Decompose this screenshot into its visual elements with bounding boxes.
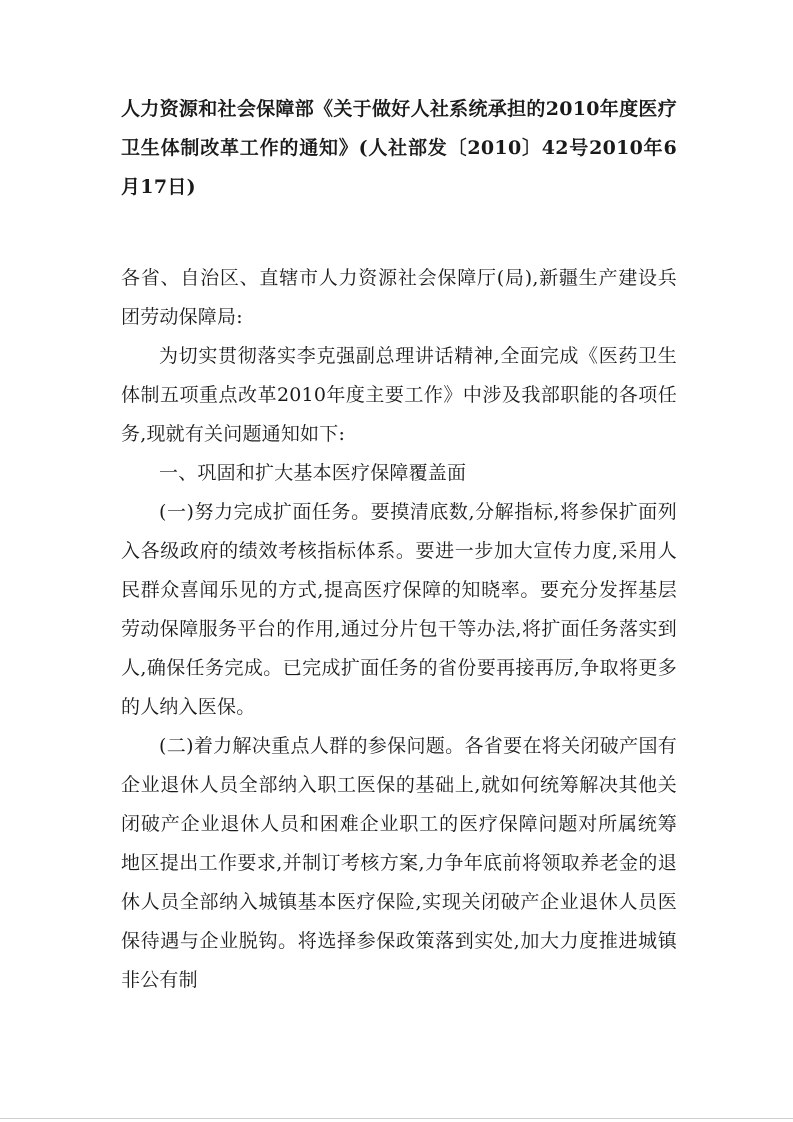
intro-paragraph: 为切实贯彻落实李克强副总理讲话精神,全面完成《医药卫生体制五项重点改革2010年度主要工作》中涉及我部职能的各项任务,现就有关问题通知如下: [121,345,677,445]
salutation: 各省、自治区、直辖市人力资源社会保障厅(局),新疆生产建设兵团劳动保障局: [121,267,677,328]
document-title: 人力资源和社会保障部《关于做好人社系统承担的2010年度医疗卫生体制改革工作的通知》(人社部发〔2010〕42号2010年6月17日) [121,98,677,198]
document-body [121,90,677,1000]
page-bottom-divider [0,1118,793,1119]
section-heading-1: 一、巩固和扩大基本医疗保障覆盖面 [159,462,467,484]
item-paragraph-2: (二)着力解决重点人群的参保问题。各省要在将关闭破产国有企业退休人员全部纳入职工医保的基础上,就如何统筹解决其他关闭破产企业退休人员和困难企业职工的医疗保障问题对所属统筹地区提出工作要求,并制订考核方案,力争年底前将领取养老金的退休人员全部纳入城镇基本医疗保险,实现关闭破产企业退休人员医保待遇与企业脱钩。将选择参保政策落到实处,加大力度推进城镇非公有制 [121,735,677,991]
item-paragraph-1: (一)努力完成扩面任务。要摸清底数,分解指标,将参保扩面列入各级政府的绩效考核指标体系。要进一步加大宣传力度,采用人民群众喜闻乐见的方式,提高医疗保障的知晓率。要充分发挥基层劳动保障服务平台的作用,通过分片包干等办法,将扩面任务落实到人,确保任务完成。已完成扩面任务的省份要再接再厉,争取将更多的人纳入医保。 [121,501,677,718]
title-spacer [121,207,677,259]
